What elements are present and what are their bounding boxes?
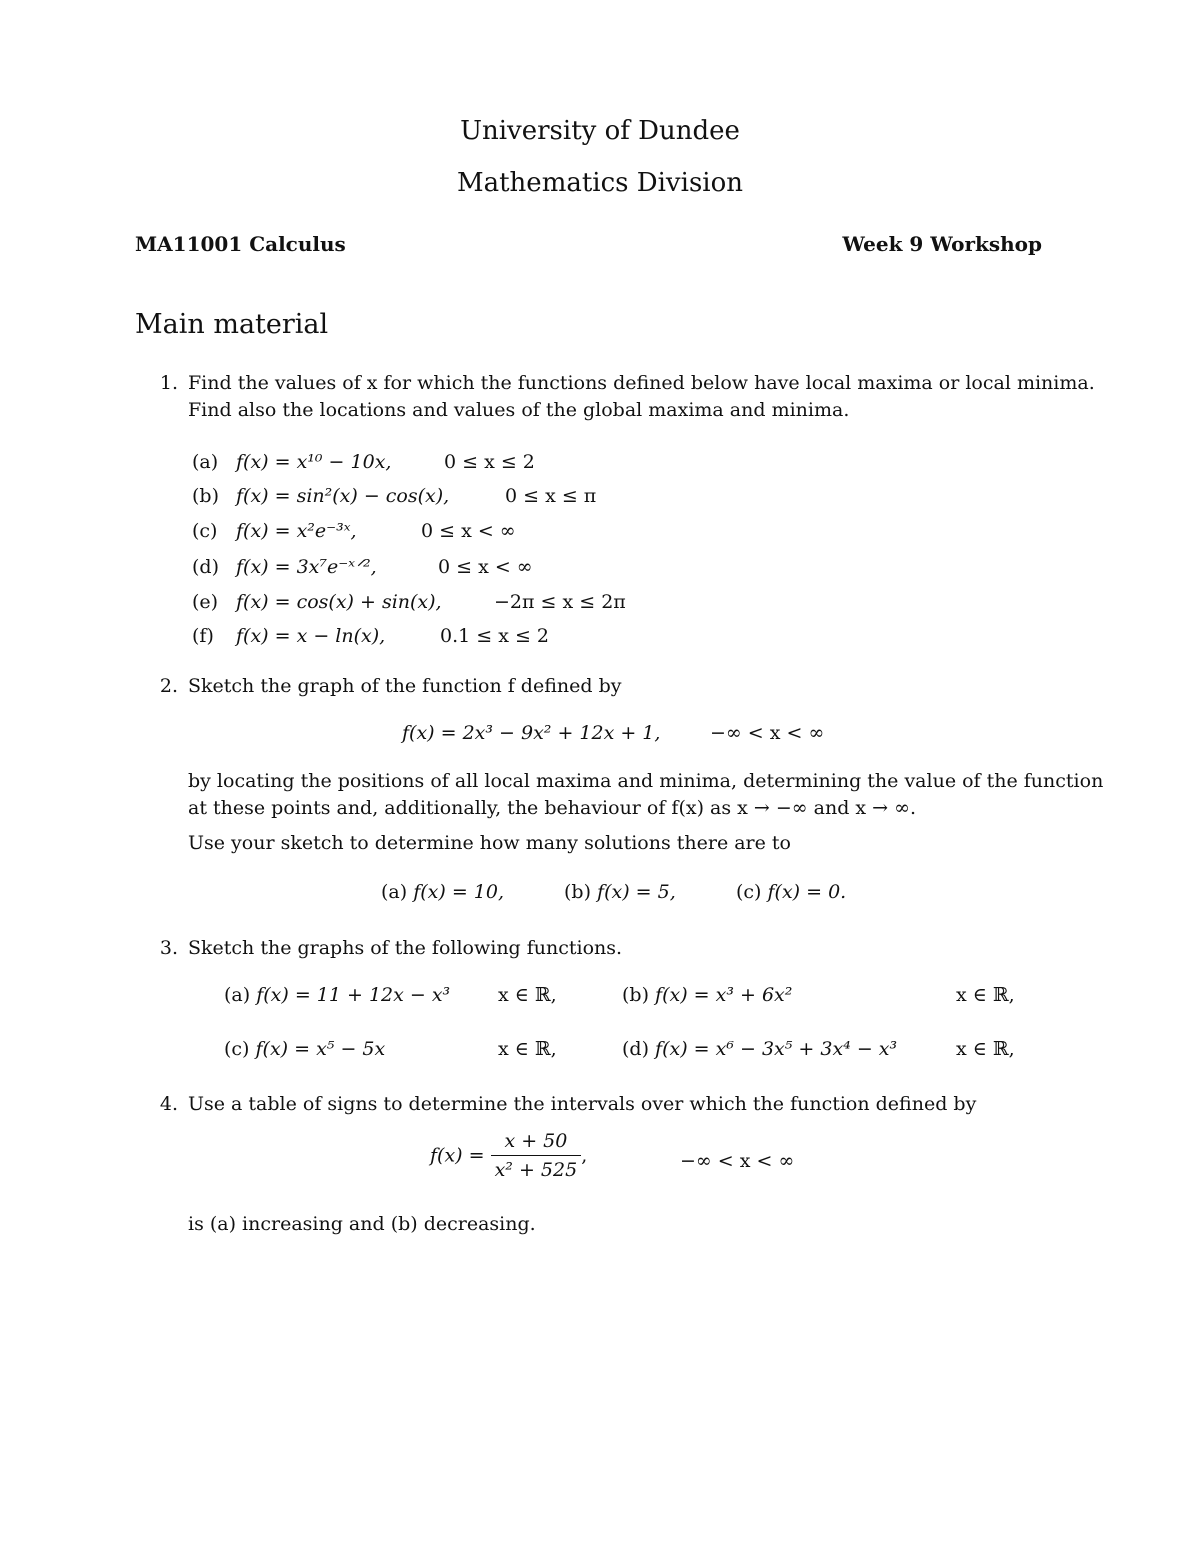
solution-b — [564, 881, 676, 903]
question-text: Use a table of signs to determine the intervals over which the function defined by — [188, 1093, 977, 1115]
equation-domain: −∞ < x < ∞ — [710, 722, 825, 744]
graph-c — [224, 1038, 385, 1060]
fraction-numerator: x + 50 — [491, 1130, 582, 1156]
question-number: 2. — [159, 675, 178, 697]
subpart-d — [192, 556, 377, 578]
function-expression: f(x) = x − ln(x), — [236, 625, 386, 647]
function-domain: −2π ≤ x ≤ 2π — [494, 591, 626, 613]
week-label: Week 9 Workshop — [842, 232, 1042, 256]
function-domain: 0 ≤ x ≤ π — [505, 485, 597, 507]
question-text: Use your sketch to determine how many solutions there are to — [188, 832, 791, 854]
graph-expression: f(x) = x⁵ − 5x — [255, 1038, 386, 1060]
question-text: Find also the locations and values of the global maxima and minima. — [188, 399, 850, 421]
question-number: 4. — [159, 1093, 178, 1115]
solution-c — [736, 881, 846, 903]
graph-domain: x ∈ ℝ, — [498, 984, 557, 1006]
solution-expression: f(x) = 5, — [597, 881, 676, 903]
graph-expression: f(x) = x⁶ − 3x⁵ + 3x⁴ − x³ — [655, 1038, 898, 1060]
cubic-equation: f(x) = 2x³ − 9x² + 12x + 1, — [402, 722, 661, 744]
graph-expression: f(x) = 11 + 12x − x³ — [256, 984, 451, 1006]
subpart-e — [192, 591, 442, 613]
subpart-label: (e) — [192, 591, 219, 613]
graph-d — [622, 1038, 897, 1060]
university-title: University of Dundee — [460, 116, 740, 146]
division-title: Mathematics Division — [456, 168, 743, 198]
graph-domain: x ∈ ℝ, — [498, 1038, 557, 1060]
function-expression: f(x) = cos(x) + sin(x), — [236, 591, 442, 613]
function-expression: f(x) = x²e⁻³ˣ, — [236, 520, 357, 542]
question-text: Find the values of x for which the functions defined below have local maxima or local minima. — [188, 372, 1095, 394]
graph-domain: x ∈ ℝ, — [956, 984, 1015, 1006]
fraction-denominator: x² + 525 — [494, 1159, 578, 1181]
question-number: 1. — [159, 372, 178, 394]
comma: , — [581, 1144, 588, 1167]
function-domain: −∞ < x < ∞ — [680, 1150, 795, 1172]
function-domain: 0 ≤ x ≤ 2 — [444, 451, 535, 473]
function-expression: f(x) = sin²(x) − cos(x), — [236, 485, 450, 507]
rational-function — [430, 1130, 587, 1181]
question-text: Sketch the graph of the function f defined by — [188, 675, 622, 697]
graph-label: (b) — [622, 984, 649, 1006]
question-text: by locating the positions of all local maxima and minima, determining the value of the function — [188, 770, 1104, 792]
function-domain: 0 ≤ x < ∞ — [421, 520, 516, 542]
graph-label: (d) — [622, 1038, 649, 1060]
graph-label: (c) — [224, 1038, 250, 1060]
graph-a — [224, 984, 450, 1006]
section-heading: Main material — [135, 309, 329, 340]
subpart-a — [192, 451, 391, 473]
subpart-label: (b) — [192, 485, 219, 507]
question-number: 3. — [159, 937, 178, 959]
solution-label: (a) — [381, 881, 408, 903]
graph-expression: f(x) = x³ + 6x² — [655, 984, 793, 1006]
subpart-label: (d) — [192, 556, 219, 578]
solution-expression: f(x) = 0. — [767, 881, 847, 903]
course-code: MA11001 Calculus — [135, 232, 346, 256]
solution-label: (b) — [564, 881, 591, 903]
function-domain: 0 ≤ x < ∞ — [438, 556, 533, 578]
subpart-f — [192, 625, 385, 647]
function-domain: 0.1 ≤ x ≤ 2 — [440, 625, 550, 647]
graph-b — [622, 984, 792, 1006]
solution-expression: f(x) = 10, — [413, 881, 504, 903]
subpart-label: (a) — [192, 451, 219, 473]
graph-label: (a) — [224, 984, 251, 1006]
graph-domain: x ∈ ℝ, — [956, 1038, 1015, 1060]
question-text: at these points and, additionally, the behaviour of f(x) as x → −∞ and x → ∞. — [188, 797, 917, 819]
subpart-label: (c) — [192, 520, 218, 542]
subpart-c — [192, 520, 357, 542]
solution-label: (c) — [736, 881, 762, 903]
subpart-label: (f) — [192, 625, 214, 647]
function-expression: f(x) = x¹⁰ − 10x, — [236, 451, 392, 473]
solution-a — [381, 881, 504, 903]
question-text: Sketch the graphs of the following functions. — [188, 937, 623, 959]
function-lhs: f(x) = — [430, 1144, 485, 1167]
subpart-b — [192, 485, 449, 507]
question-text: is (a) increasing and (b) decreasing. — [188, 1213, 536, 1235]
function-expression: f(x) = 3x⁷e⁻ˣᐟ², — [236, 556, 377, 578]
fraction — [491, 1130, 582, 1181]
